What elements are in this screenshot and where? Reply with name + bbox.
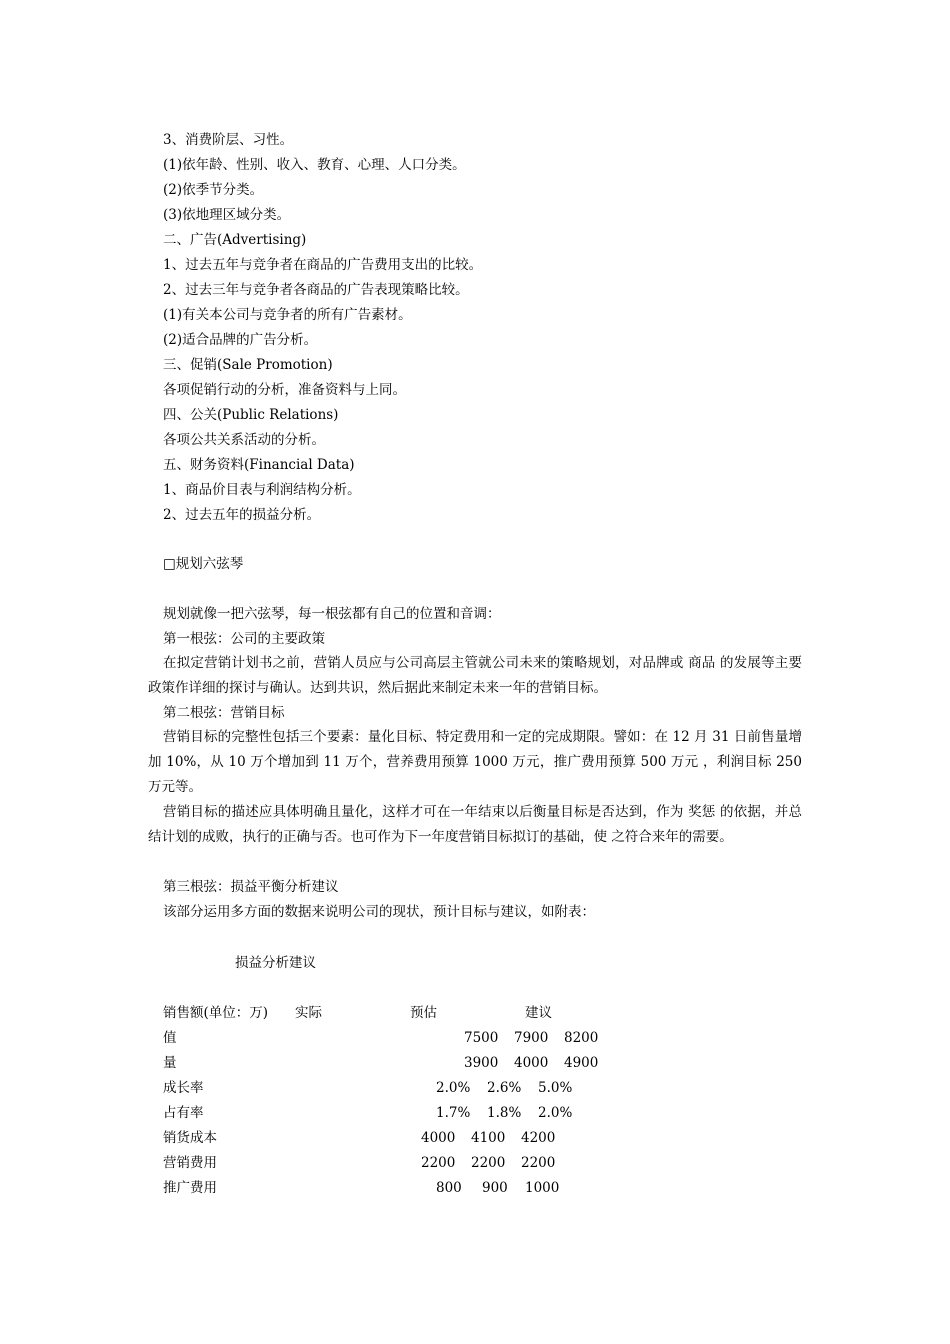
table-cell: 7500 bbox=[464, 1030, 499, 1046]
table-cell: 4100 bbox=[471, 1130, 506, 1146]
table-header: 建议 bbox=[525, 1005, 552, 1021]
table-cell: 1.8% bbox=[487, 1105, 522, 1121]
section-heading-pr: 四、公关(Public Relations) bbox=[163, 407, 339, 423]
table-cell: 8200 bbox=[564, 1030, 599, 1046]
table-cell: 4200 bbox=[521, 1130, 556, 1146]
table-cell: 2.6% bbox=[487, 1080, 522, 1096]
list-line: 各项促销行动的分析，准备资料与上同。 bbox=[163, 382, 406, 398]
table-cell: 1000 bbox=[525, 1180, 560, 1196]
table-row-label: 销货成本 bbox=[163, 1130, 217, 1146]
table-header: 销售额(单位：万) bbox=[163, 1005, 269, 1021]
table-row-label: 占有率 bbox=[163, 1105, 204, 1121]
section-heading-six-strings: □规划六弦琴 bbox=[163, 556, 244, 572]
table-row-label: 量 bbox=[163, 1055, 177, 1071]
section-heading-promotion: 三、促销(Sale Promotion) bbox=[163, 357, 333, 373]
table-cell: 2200 bbox=[421, 1155, 456, 1171]
table-cell: 2200 bbox=[471, 1155, 506, 1171]
list-line: (1)依年龄、性别、收入、教育、心理、人口分类。 bbox=[163, 157, 466, 173]
table-cell: 1.7% bbox=[436, 1105, 471, 1121]
table-cell: 2.0% bbox=[436, 1080, 471, 1096]
table-cell: 4000 bbox=[514, 1055, 549, 1071]
table-cell: 2200 bbox=[521, 1155, 556, 1171]
list-line: (1)有关本公司与竞争者的所有广告素材。 bbox=[163, 307, 412, 323]
table-row-label: 值 bbox=[163, 1030, 177, 1046]
string1-title: 第一根弦：公司的主要政策 bbox=[163, 631, 325, 647]
string3-title: 第三根弦：损益平衡分析建议 bbox=[163, 879, 339, 895]
table-cell: 800 bbox=[436, 1180, 462, 1196]
list-line: 3、消费阶层、习性。 bbox=[163, 132, 294, 148]
table-row-label: 推广费用 bbox=[163, 1180, 217, 1196]
list-line: 2、过去三年与竞争者各商品的广告表现策略比较。 bbox=[163, 282, 469, 298]
list-line: (2)适合品牌的广告分析。 bbox=[163, 332, 318, 348]
string1-paragraph: 在拟定营销计划书之前，营销人员应与公司高层主管就公司未来的策略规划，对品牌或 商品 的发展等主要政策作详细的探讨与确认。达到共识，然后据此来制定未来一年的营销目标。 bbox=[148, 655, 802, 696]
list-line: 各项公共关系活动的分析。 bbox=[163, 432, 325, 448]
table-cell: 4000 bbox=[421, 1130, 456, 1146]
table-row-label: 营销费用 bbox=[163, 1155, 217, 1171]
table-title: 损益分析建议 bbox=[235, 955, 316, 971]
list-line: (2)依季节分类。 bbox=[163, 182, 264, 198]
list-line: (3)依地理区域分类。 bbox=[163, 207, 291, 223]
list-line: 2、过去五年的损益分析。 bbox=[163, 507, 321, 523]
table-cell: 4900 bbox=[564, 1055, 599, 1071]
table-header: 实际 bbox=[295, 1005, 322, 1021]
string2-title: 第二根弦：营销目标 bbox=[163, 705, 285, 721]
list-line: 1、商品价目表与利润结构分析。 bbox=[163, 482, 361, 498]
table-cell: 5.0% bbox=[538, 1080, 573, 1096]
string2-paragraph-2: 营销目标的描述应具体明确且量化，这样才可在一年结束以后衡量目标是否达到，作为 奖惩 的依据，并总结计划的成败，执行的正确与否。也可作为下一年度营销目标拟订的基础，使 之符合来年的需要。 bbox=[148, 804, 802, 845]
string2-paragraph-1: 营销目标的完整性包括三个要素：量化目标、特定费用和一定的完成期限。譬如：在 12 月 31 日前售量增加 10%，从 10 万个增加到 11 万个，营养费用预算 1000 万元，推广费用预算 500 万元 ，利润目标 250 万元等。 bbox=[148, 729, 802, 795]
string3-paragraph: 该部分运用多方面的数据来说明公司的现状，预计目标与建议，如附表： bbox=[163, 904, 595, 920]
list-line: 1、过去五年与竞争者在商品的广告费用支出的比较。 bbox=[163, 257, 483, 273]
table-cell: 3900 bbox=[464, 1055, 499, 1071]
section-heading-financial: 五、财务资料(Financial Data) bbox=[163, 457, 355, 473]
section-heading-advertising: 二、广告(Advertising) bbox=[163, 232, 307, 248]
table-header: 预估 bbox=[410, 1005, 437, 1021]
table-cell: 900 bbox=[482, 1180, 508, 1196]
intro-paragraph: 规划就像一把六弦琴，每一根弦都有自己的位置和音调： bbox=[163, 606, 501, 622]
table-cell: 2.0% bbox=[538, 1105, 573, 1121]
table-cell: 7900 bbox=[514, 1030, 549, 1046]
table-row-label: 成长率 bbox=[163, 1080, 204, 1096]
